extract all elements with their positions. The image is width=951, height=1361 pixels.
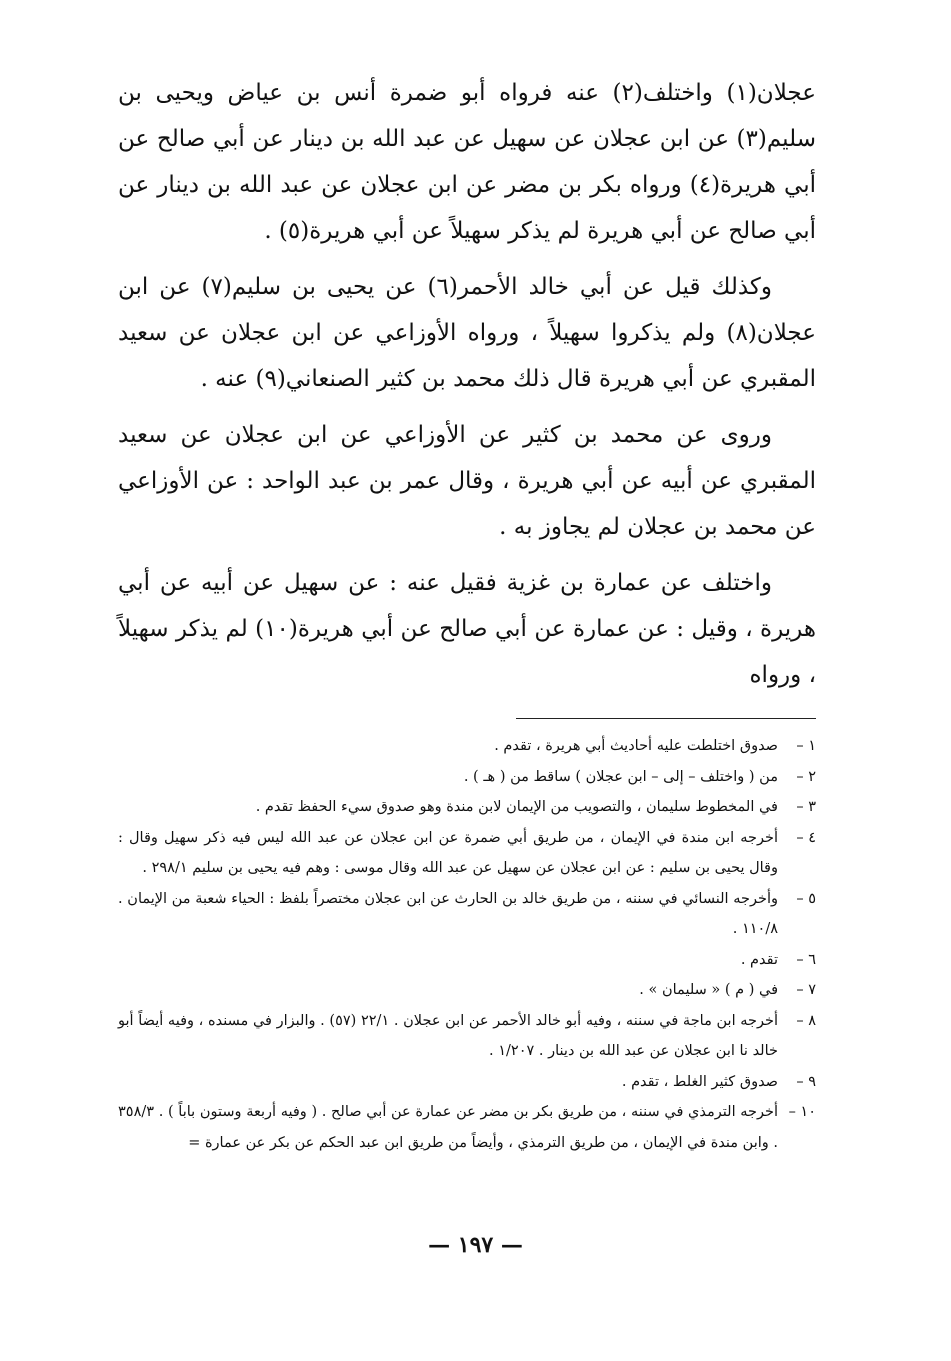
- footnote-text: صدوق كثير الغلط ، تقدم .: [621, 1073, 778, 1090]
- footnote-text: وأخرجه النسائي في سننه ، من طريق خالد بن الحارث عن ابن عجلان مختصراً بلفظ : الحياء شعبة من الإيمان . ١١٠/٨ .: [118, 890, 778, 937]
- footnote-number: ٨ –: [796, 1012, 816, 1029]
- footnote-number: ١٠ –: [788, 1104, 816, 1120]
- main-text: [118, 70, 816, 698]
- footnote-text: أخرجه ابن ماجة في سننه ، وفيه أبو خالد الأحمر عن ابن عجلان . ٢٢/١ (٥٧) . والبزار في مسنده ، وفيه أيضاً أبو خالد نا ابن عجلان عن عبد الله بن دينار . ١/٢٠٧ .: [118, 1012, 778, 1059]
- footnote: [118, 731, 816, 762]
- footnote-text: أخرجه ابن مندة في الإيمان ، من طريق أبي ضمرة عن ابن عجلان عن عبد الله ليس فيه ذكر سهيل وقال : وقال يحيى بن سليم : عن ابن عجلان عن سهيل عن عبد الله وقال موسى : وهم فيه يحيى بن سليم ٢٩٨/١ .: [118, 829, 778, 876]
- footnote: [118, 884, 816, 945]
- footnote-text: في ( م ) « سليمان » .: [639, 982, 778, 998]
- paragraph-2: وكذلك قيل عن أبي خالد الأحمر(٦) عن يحيى بن سليم(٧) عن ابن عجلان(٨) ولم يذكروا سهيلاً ، ورواه الأوزاعي عن ابن عجلان عن سعيد المقبري عن أبي هريرة قال ذلك محمد بن كثير الصنعاني(٩) عنه .: [118, 274, 816, 392]
- footnote-number: ٣ –: [796, 799, 816, 815]
- footnote: [118, 762, 816, 793]
- paragraph-1: عجلان(١) واختلف(٢) عنه فرواه أبو ضمرة أنس بن عياض ويحيى بن سليم(٣) عن ابن عجلان عن سهيل عن عبد الله بن دينار عن أبي صالح عن أبي هريرة(٤) ورواه بكر بن مضر عن ابن عجلان عن عبد الله بن دينار عن أبي صالح عن أبي هريرة لم يذكر سهيلاً عن أبي هريرة(٥) .: [118, 80, 816, 244]
- footnote: [118, 1006, 816, 1067]
- footnote-number: ٩ –: [796, 1073, 816, 1090]
- footnote-number: ٥ –: [796, 890, 816, 907]
- paragraph-4: واختلف عن عمارة بن غزية فقيل عنه : عن سهيل عن أبيه عن أبي هريرة ، وقيل : عن عمارة عن أبي صالح عن أبي هريرة(١٠) لم يذكر سهيلاً ، ورواه: [118, 570, 816, 688]
- page-number: — ١٩٧ —: [428, 1232, 523, 1258]
- page: [118, 70, 816, 1158]
- footnote-text: صدوق اختلطت عليه أحاديث أبي هريرة ، تقدم .: [494, 738, 778, 754]
- footnote-text: من ( واختلف – إلى – ابن عجلان ) ساقط من ( هـ ) .: [463, 768, 778, 785]
- footnote: [118, 975, 816, 1006]
- footnote-text: أخرجه الترمذي في سننه ، من طريق بكر بن مضر عن عمارة عن أبي صالح . ( وفيه أربعة وستون باباً ) . ٣٥٨/٣ . وابن مندة في الإيمان ، من طريق الترمذي ، وأيضاً من طريق ابن عبد الحكم عن بكر عن عمارة =: [118, 1104, 778, 1151]
- footnote: [118, 1097, 816, 1158]
- footnote: [118, 792, 816, 823]
- footnote-text: تقدم .: [740, 951, 778, 968]
- footnote-text: في المخطوط سليمان ، والتصويب من الإيمان لابن مندة وهو صدوق سيء الحفظ تقدم .: [255, 799, 778, 815]
- footnote: [118, 1067, 816, 1098]
- footnotes: [118, 731, 816, 1158]
- footnote: [118, 823, 816, 884]
- footnote-number: ٧ –: [796, 982, 816, 998]
- footnote-number: ٦ –: [796, 951, 816, 968]
- footnote-number: ٤ –: [796, 829, 816, 846]
- footnote-number: ٢ –: [796, 768, 816, 785]
- footnote: [118, 945, 816, 976]
- footnote-separator: [516, 718, 816, 719]
- paragraph-3: وروى عن محمد بن كثير عن الأوزاعي عن ابن عجلان عن سعيد المقبري عن أبيه عن أبي هريرة ، وقال عمر بن عبد الواحد : عن الأوزاعي عن محمد بن عجلان لم يجاوز به .: [118, 422, 816, 540]
- footnote-number: ١ –: [796, 738, 816, 754]
